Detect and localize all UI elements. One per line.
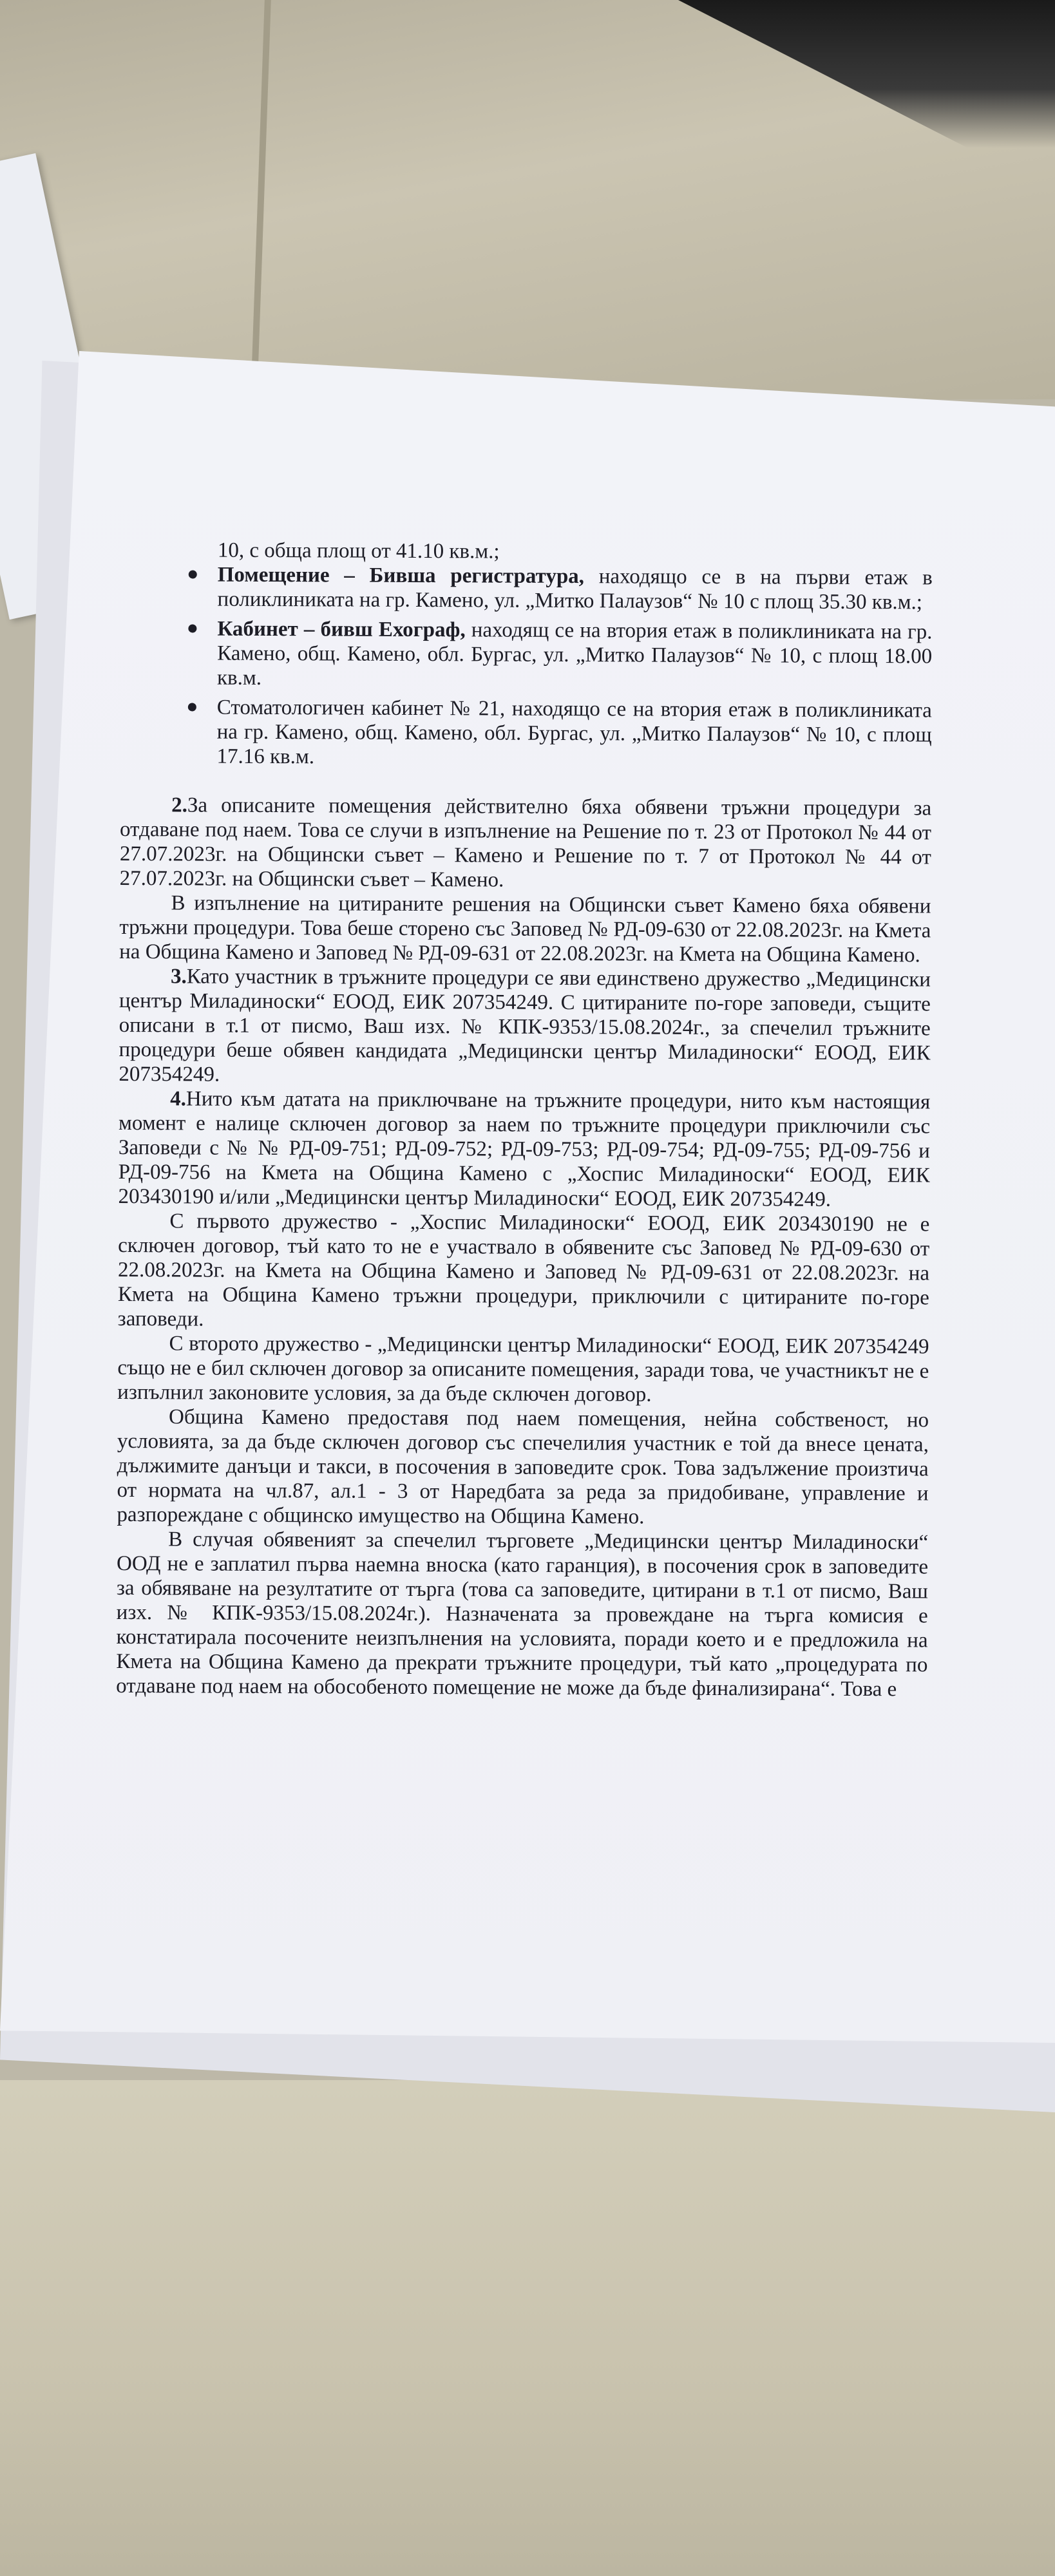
paragraph-number: 2. — [171, 793, 188, 817]
premise-title: Помещение – Бивша регистратура, — [217, 563, 585, 589]
list-item — [120, 616, 932, 693]
bullet-icon — [188, 624, 196, 632]
paragraph-number: 3. — [170, 965, 187, 989]
table-surface — [0, 2080, 1055, 2576]
premise-text: находящ се на втория етаж в поликлиниката на гр. Камено, общ. Камено, обл. Бургас, ул. „Митко Палаузов“ № 10, с площ 18.00 кв.м. — [216, 618, 933, 690]
paragraph-2b: В изпълнение на цитираните решения на Общински съвет Камено бяха обявени тръжни процедури. Това беше сторено със Заповед № РД-09-630 от 22.08.2023г. на Кмета на Община Камено и Заповед № РД-09-631 от 22.08.2023г. на Кмета на Община Камено. — [119, 891, 931, 967]
paragraph-text: За описаните помещения действително бяха обявени тръжни процедури за отдаване под наем. Това се случи в изпълнение на Решение по т. 23 от Протокол № 44 от 27.07.2023г. на Общински съвет – Камено и Решение по т. 7 от Протокол № 44 от 27.07.2023г. на Общински съвет – Камено. — [119, 793, 932, 892]
paragraph-4 — [118, 1086, 930, 1212]
paragraph-6: С второто дружество - „Медицински център Миладиноски“ ЕООД, ЕИК 207354249 също не е бил сключен договор за описаните помещения, заради това, че участникът не е изпълнил законовите условия, за да бъде сключен договор. — [117, 1332, 929, 1406]
bullet-icon — [189, 570, 197, 578]
paragraph-5: С първото дружество - „Хоспис Миладиноски“ ЕООД, ЕИК 203430190 не е сключен договор, тъй като то не е участвало в обявените със Заповед № РД-09-630 от 22.08.2023г. на Кмета на Община Камено и Заповед № РД-09-631 от 22.08.2023г. на Кмета на Община Камено тръжни процедури, приключили с цитираните по-горе заповеди. — [117, 1209, 930, 1331]
paragraph-text: Като участник в тръжните процедури се яви единствено дружество „Медицински център Миладиноски“ ЕООД, ЕИК 207354249. С цитираните по-горе заповеди, същите описани в т.1 от писмо, Ваш изх. № КПК-9353/15.08.2024г., за спечелил тръжните процедури беше обявен кандидата „Медицински център Миладиноски“ ЕООД, ЕИК 207354249. — [119, 965, 931, 1086]
list-continuation: 10, с обща площ от 41.10 кв.м.; — [217, 538, 500, 564]
paragraph-3 — [119, 964, 931, 1090]
paragraph-7: Община Камено предоставя под наем помещения, нейна собственост, но условията, за да бъде сключен договор със спечелилия участник е той да внесе цената, дължимите данъци и такси, в посочения в заповедите срок. Това задължение произтича от нормата на чл.87, ал.1 - 3 от Наредбата за реда за придобиване, управление и разпореждане с общинско имущество на Община Камено. — [117, 1405, 929, 1529]
premise-text: находящо се в на първи етаж в поликлиниката на гр. Камено, ул. „Митко Палаузов“ № 10 с площ 35.30 кв.м.; — [217, 565, 933, 614]
premise-text: Стоматологичен кабинет № 21, находящо се на втория етаж в поликлиниката на гр. Камено, общ. Камено, обл. Бургас, ул. „Митко Палаузов“ № 10, с площ 17.16 кв.м. — [216, 696, 932, 769]
premise-title: Кабинет – бивш Ехограф, — [217, 617, 466, 642]
premises-list — [120, 562, 932, 772]
document-text — [116, 538, 933, 1701]
paragraph-2 — [120, 793, 932, 894]
list-item — [120, 695, 931, 772]
bullet-icon — [188, 703, 196, 711]
list-item — [121, 562, 933, 614]
paragraph-text: Нито към датата на приключване на тръжните процедури, нито към настоящия момент е налице сключен договор за наем по тръжните процедури приключили със Заповеди с № № РД-09-751; РД-09-752; РД-09-753; РД-09-754; РД-09-755; РД-09-756 и РД-09-756 на Кмета на Община Камено с „Хоспис Миладиноски“ ЕООД, ЕИК 203430190 и/или „Медицински център Миладиноски“ ЕООД, ЕИК 207354249. — [118, 1087, 931, 1211]
paragraph-number: 4. — [170, 1087, 187, 1111]
paragraph-8: В случая обявеният за спечелил търговете „Медицински център Миладиноски“ ООД не е заплатил първа наемна вноска (като гаранция), в посочения срок в заповедите за обявяване на резултатите от търга (това са заповедите, цитирани в т.1 от писмо, Ваш изх. № КПК-9353/15.08.2024г.). Назначената за провеждане на търга комисия е констатирала посочените неизпълнения на условията, поради което и е предложила на Кмета на Община Камено да прекрати тръжните процедури, тъй като „процедурата по отдаване под наем на обособеното помещение не може да бъде финализирана“. Това е — [116, 1528, 929, 1701]
